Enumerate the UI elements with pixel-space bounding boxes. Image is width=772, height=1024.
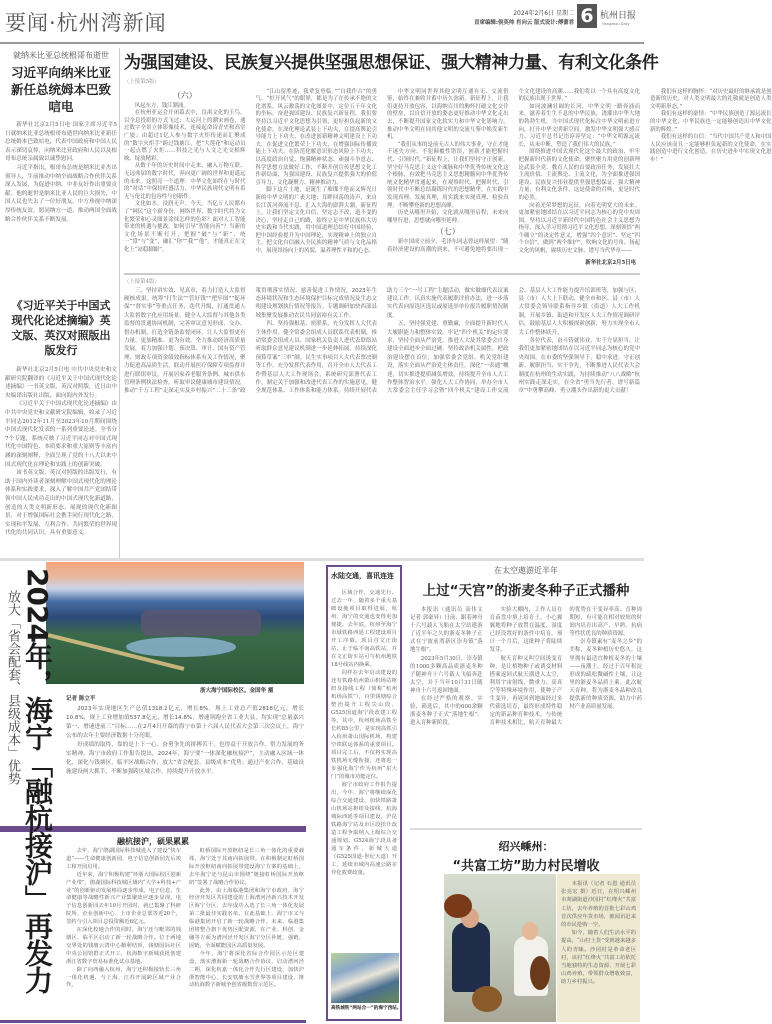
paragraph: 2023年实现地区生产总值1318.2亿元，增长8%，规上工业总产值2818亿元，增长10.8%，规上工业增加值537.8亿元，增长14.8%，增速领跑全省工业大县，均实现“总量嘉兴第一、增速进前三”目标……在2月4日开幕的海宁市第十六届人民代表大会第三次会议上，海宁公布的去年主要经济数据十分亮眼。 — [66, 706, 304, 739]
section-divider — [410, 828, 642, 830]
paragraph: 中华文明同世界其他文明互通有无、交流借鉴，始终在兼收并蓄中历久弥新。新征程上，让我们更持开放包容，以海纳百川的胸怀打破文化交往的壁垒，以自信开放的姿态更好推动中华文化走出去，不断提升国家文化软实力和中华文化影响力，推动中华文明在同其他文明的交流互鉴中焕发新生机。 — [387, 88, 509, 141]
paragraph: 向着光荣梦想的远征，向着光明宽大的未来。更加紧密地团结在以习近平同志为核心的党中央周围，坚持以习近平新时代中国特色社会主义思想为指导，深入学习贯彻习近平文化思想，深刻领悟“两个确立”的决定性意义，增强“四个意识”、坚定“四个自信”、做到“两个维护”，吹响文化的号角、扬起文化的风帆，赓续历史文脉、谱写当代华章—— — [518, 202, 640, 255]
paragraph: 好成绩的取得，靠的是上下一心、奋勇争先的拼搏苦干，也得益于开放合作、借力发展的务实精神。海宁市政府工作报告提出，2024年，海宁要“一体深化融杭接沪”，主动融入区域一体化，深化与钱塘区、临平区战略合作，放大“省会配套、县级成本”优势；通过产业合作、基础设施建设两大抓手，不断加强跨区域合作，持续提升开放水平。 — [66, 742, 304, 775]
shaoxing-body — [557, 874, 640, 1022]
seeds-body — [410, 606, 642, 826]
haining-headline: 2024年，海宁「融杭接沪」再发力 — [21, 568, 54, 993]
lead-body — [124, 88, 772, 264]
brief-namibia — [5, 50, 117, 224]
section-title: 要闻·杭州湾新闻 — [5, 11, 167, 35]
brief-book — [5, 298, 117, 538]
paragraph: 海宁市政府工作报告提出，今年，海宁将继续深化综合交通建设，加快铁路萧山机场站枢纽及接线、杭海城际西延等项目建设，沪昆铁路海宁站及市区段抬升改造工程争取纳入上级综合交通规划。G524海宁段具备通车条件，新城大道（G525国道-世纪大道）开工，延续市域内高速公路差异化收费政策。 — [331, 782, 397, 876]
paragraph: 同样在去年启动建设的还有铁路杭州萧山机场站枢纽及接线工程（简称“杭州机场高铁”），百里钱塘综合整治提升工程尖山段、G525国道海宁段改建工程等。其中，杭州机场高铁全长约85公里，是实现高铁引入杭州萧山国际机场，构建空铁联运体系的重要项目。项目完工后，不仅将实现高铁机场无缝衔接，还将进一步强化海宁作为杭州“东大门”的城市功能定位。 — [331, 670, 397, 780]
paragraph: 如今，随着人们生活水平的提高，“山村土货”受到越来越多人的青睐。沙园村是革命老区村，该村“红绛火”共富工坊依托当地独特的生态资源，开展七彩山鸡养殖，带领群众增收致富，助力乡村振兴。 — [561, 930, 636, 986]
paragraph: 新华社北京2月5日电 中共中央党史和文献研究院翻译的《习近平关于中国式现代化论述摘编》一书英文版、英汉对照版，近日由中央编译出版社出版，面向海内外发行。 — [5, 367, 117, 399]
report-body — [124, 287, 640, 552]
photo-caption: 浙大海宁国际校区。金国华 摄 — [200, 688, 274, 694]
report-continued: （上接第4版） — [124, 279, 160, 285]
villager-left — [452, 922, 490, 992]
page-header — [0, 0, 644, 44]
campus-buildings — [141, 610, 261, 636]
paragraph: 风起东方，钱江潮涌。 — [134, 102, 189, 109]
paragraph: 今年，海宁将深化省际合作园区示范区建设，落实漕海新一轮战略合作协议，启动漕河泾二期，深化杭嘉一体化合作先行区建设，加快沪浙智能中心、长安铁塘水雪世界等项目建设，推动杭海数字新城争创省级数贸示范区。 — [189, 950, 304, 989]
section-divider — [124, 273, 640, 275]
paragraph: 《习近平关于中国式现代化论述摘编》由中共中央党史和文献研究院编辑，收录了习近平同志2012年11月至2023年10月期间围绕中国式现代化发表的一系列重要论述。全书分7个专题，系统反映了习近平同志对中国式现代化中国特色、本质要求和重大原则等丰富内涵的深刻阐释，全面呈现了党的十八大以来中国式现代化在理论和实践上的创新突破。 — [5, 401, 117, 468]
haining-intro — [66, 705, 304, 777]
haining-body — [66, 848, 304, 1020]
paragraph: 各位代表，奋斗铸就伟业，实干方显担当。让我们更加紧密地团结在以习近平同志为核心的党中央周围，在市委的坚强领导下，稳中求进、守正创新、履职担当、实干争先，不断推进人民代表大会制度在杭州的生动实践，为持续推动“八八战略”杭州实践走深走实，在全省“勇当先行者、谱写新篇章”中勇攀高峰、勇立潮头作出新的更大贡献！ — [518, 338, 640, 395]
paragraph: 本报讯（通讯员 高伟文 记者 郭豪昇）日前，跟着神舟十六号载人飞船在太空站遨游了近半年之久的浙麦冬种子正式在宁波前湾新区崇寿镇“落地生根”。 — [410, 607, 483, 654]
paragraph: 习近平指出，根哥布总统是纳米比亚杰出领导人，生前推动中纳全面战略合作伙伴关系深入发展，为促进中纳、中非友好作出重要贡献。他的逝世是纳米比亚人民的巨大损失，中国人民也失去了一位好朋友。中方珍视中纳深厚传统友谊，愿同纳方一道，推动两国全面战略合作伙伴关系不断发展。 — [5, 164, 117, 223]
brief-body — [5, 121, 117, 224]
traffic-headline: 水陆交通，喜讯连连 — [331, 572, 394, 580]
paragraph: （六） — [172, 90, 197, 100]
traffic-body — [331, 589, 397, 951]
shaoxing-headline-2: “共富工坊”助力村民增收 — [452, 859, 600, 874]
paragraph: 围绕推进中国式现代化这个最大的政治，牢牢把握新时代新的文化使命，聚焦聚力用党的创新理论武装全党、教育人民的首要政治任务，发展壮大主流价值、主流舆论、主流文化，为全面推进强国建设、民族复兴伟业提供坚强思想保证、强大精神力量、有利文化条件，这是使命的召唤，更是时代的必然。 — [518, 149, 640, 201]
traffic-box — [326, 565, 402, 1021]
paragraph: 在深化校地合作的同时，海宁还与毗邻的钱塘区、临平区启动了新一轮战略合作。位于两地交界处的钱塘云湾中心顺利结顶，钱塘国际社区中央公园馆群正式开工，杭海数字新城获批创建浙江省数字贸易标准化试点基地。 — [66, 927, 181, 965]
editors-line: 首席编辑:侯英帅 肖向云 版式设计:傅蕾君 — [474, 20, 574, 26]
paragraph: 区域合作，交通先行。过去一年，随着多个重大基础设施项目取得进展，杭州、海宁的交通也变得更加便捷。去年底，杭州至海宁市域铁路西延工程建设项目开工序幕。项目自文正街站，止于临平南高铁站，并在文正街车站可与杭州地铁18号线站内换乘。 — [331, 590, 397, 668]
report-article — [124, 279, 640, 555]
paragraph: 2023年5月30日，崇寿镇的1000多颗高品质浙麦冬种子随神舟十六号载人飞船奔赴太空，并于当年10月31日随神舟十六号返回地面。 — [410, 655, 483, 694]
purple-bar — [0, 1020, 306, 1023]
paragraph: 历史从哪里开始，文化就从哪里启程；未来向哪里行进，思想就向哪里延伸。 — [387, 210, 509, 224]
paragraph: 虹桥国际开放枢纽是长三角一体化的重要载体，海宁处于其南向拓展带。在积极制定虹桥国际开放枢纽南向拓展带建设海宁方案的基础上，去年海宁还与昆山市围绕“链接虹桥国际开放枢纽”签署了战略合作协议。 — [189, 848, 304, 886]
paragraph: 新中国成立前夕，毛泽东同志曾这样展望：“随着经济建设的高潮的到来，不可避免地将要出现一个文化建设的高潮……我们将以一个具有高度文化的民族出现于世界。” — [387, 88, 640, 253]
column-divider — [119, 48, 120, 558]
paragraph: 去年，海宁鹃湖国际科技城进入了建设“快车道”——生命健康创新园、电子信息创新园先后竣工和开园启用。 — [66, 848, 181, 870]
paragraph: （七） — [435, 227, 460, 237]
paragraph: 在经过严格的观察、实验、筛选后，其中的600余颗浙麦冬种子正式“落地生根”，进入育种新阶段。 — [410, 696, 483, 727]
newspaper-logo-en: Hangzhou Daily — [602, 22, 630, 26]
villagers-pheasant-photo — [444, 874, 556, 1022]
paragraph: “江山留胜迹，我辈复登临。”“自我作古”的勇气、“恒开风气”的眼界，都是为了在传承不绝的文化谱系、风云激荡的文化图景中，定位五千年文化的坐标。奋进强国建设、民族复兴新征程，我们要坚持以习近平文化思想为引领，更好担负起新的文化使命，在深化理论武装上下功夫，在提高舆论引导能力上下功夫，在改进创新精神文明建设上下功夫，在促进文化繁荣上下功夫，在增强国际传播效能上下功夫，在防范化解意识形态风险上下功夫，以高度政治自觉、饱满精神状态、顽强斗争意志、科学思想方法做好工作，不断开创宣传思想文化工作新局面，为强国建设、民族复兴提供强大的价值引导力、文化凝聚力、精神推动力。 — [255, 88, 377, 186]
paragraph: 该书英文版、英汉对照版的出版发行，有助于国内外读者深刻理解中国式现代化的理论体系和实践要求，深入了解中国共产党团结带领中国人民成功走出的中国式现代化新道路、创造的人类文明新形态、展现的现代化新图景，对于增强国际社会携手同行现代化之路、实现和平发展、互利合作、共同繁荣的世界现代化的共同认识，具有重要意义。 — [5, 470, 117, 537]
haining-west-station-photo — [331, 953, 399, 1003]
issue-date: 2024年2月6日 星期二 — [513, 10, 574, 17]
paragraph: 新华社北京2月5日电 国家主席习近平5日就纳米比亚总统根哥布逝世向纳米比亚新任总统姆本巴致唁电，代表中国政府和中国人民表示深切哀悼，向纳米比亚政府和人民以及根哥布总统亲属致以诚挚慰问。 — [5, 122, 117, 163]
paragraph: 本报讯（记者 石恩 通讯员 张亮宏 摄）近日，在绍兴嵊州市剡湖街道沙园村“红绛火”共富工坊，去年养殖的首批七彩山鸡首次供应年货市场，被闻讯赶来的市民抢购一空。 — [561, 881, 636, 929]
brief-body — [5, 366, 117, 538]
paragraph: 除了向西融入杭州，海宁还积极接轨长三角一体化机遇，与上海、江苏开展跨区域产业合作。 — [66, 966, 181, 989]
lake — [126, 637, 236, 657]
campus-aerial-photo — [46, 562, 304, 684]
shaoxing-headline-1: 绍兴嵊州： — [498, 840, 554, 853]
paragraph: “我们从事的是前无古人的伟大事业，守正才能不迷失方向、不犯颠覆性错误，创新才能把握时代、引领时代。”新征程上，让我们坚持守正创新，坚守好马克思主义这个魂脉和中华优秀传统文化这个根脉，有效把马克思主义思想精髓同中华优秀传统文化精华贯通起来，在观察时代、把握时代、引领时代中不断总结凝练时代的思想精华，在实践中发现真理、发展真理，用实践来实现真理、检验真理，不断攀登新的思想高峰。 — [387, 141, 509, 209]
paragraph: 实验大棚内，工作人员在育苗盘中填上培育土，小心翼翼地将种子放置在温度、湿度已经设置好的条件中培育。预计一个月后，这批种子将陆续发芽。 — [489, 607, 563, 654]
paragraph: 如同波澜壮阔的长河，中华文明一路奔涌而来，滋养着生生不息的中华民族，浇灌出中华大地的勃勃生机。当中国式现代化标注中华文明前进方向，打开中华文明新空间，激发中华文明强大感召力，习近平总书记语谆谆坚定：“中华文明源远流长，从未中断，塑造了我们伟大的民族。” — [518, 103, 640, 148]
paragraph: 我们有这样的豪情：“中华民族创造了源远流长的中华文化，中华民族也一定能够创造出中华文化新的辉煌。” — [650, 111, 772, 133]
haining-subhead: 融杭接沪，硕果累累 — [117, 837, 189, 846]
haining-subtitle: 放大「省会配套、县级成本」优势 — [5, 590, 20, 785]
paragraph: 从数千年的历史时间中走来，融入万物互联、无远弗届的数字时代，奔向更广阔的世界和更遥远的未来。这照亮一个道理：中华文化始终在与时代的“对话”中保持旺盛活力，中华民族现代文明有着无与伦比的包容性与创新性。 — [124, 163, 246, 200]
paragraph: 此外，由上海临港集团和海宁市政府、海宁经济开发区共同建设的上海漕河泾新兴技术开发区海宁分区，去年成功入选了长三角一体化发展第二批最佳实践名单。在此基础上，海宁市又与临港集团开启了新一轮战略合作。未来，临港集团将整合旗下优势区配资源，在产业、科创、金融等方面为漕河泾开发区海宁分区补链、强链、固链，全面赋能园区高质量发展。 — [189, 887, 304, 949]
paragraph: 航天育种又叫空间诱变育种，是让植物种子或诱变材料搭乘返回式航天器进入太空，利用宇宙射线、微重力、高真空等特殊环境作用，使种子产生变异，再返回到地面经过多代筛选培育，最终形成特性稳定的新品种育种技术。与传统育种技术相比，航天育种最大的优势在于变异率高、育种周期短，有可能在相对较短的时间内培育出高产、早熟、抗病等性状优良的种质资源。 — [489, 607, 642, 727]
villager-right-face — [522, 922, 538, 940]
byline: 记者 陈立平 — [66, 696, 96, 702]
seeds-kicker: 在太空遨游近半年 — [494, 566, 558, 575]
section-divider — [0, 558, 644, 561]
paragraph: 我们有这样的胸怀：“对历史最好的继承就是创造新的历史，对人类文明最大的礼敬就是创造人类文明新形态。” — [650, 88, 772, 110]
paragraph: 文化如水，浸润无声。今天，当亿万人民都有了“网民”这个新身份，网络世界、数字时代将为文化繁荣和心灵图景涂抹怎样的色彩？面对人工智能带来的机遇与挑战，如何引导“智能向善”？当新的文化场景不断打开，把握“破”与“新”、统一“常”与“变”，融汇“你”“我”“他”，才能真正在文化上“站稳脚跟”。 — [124, 201, 246, 253]
brief-kicker: 就纳米比亚总统根哥布逝世 — [13, 51, 109, 60]
brief-headline: 习近平向纳米比亚新任总统姆本巴致唁电 — [10, 65, 111, 114]
paragraph: 崇寿镇素有“麦冬之乡”的美称，麦冬种植历史悠久。这里拥有最适宜种植麦冬的土壤——夜潮土，经过千百年积淀形成的疏松微碱性土壤，让这里的浙麦冬品质上乘。此次航天育种，将为浙麦冬品种改良提供新的种质资源，助力中药材产业高质量发展。 — [569, 639, 642, 711]
lead-continued: （上接第5版） — [124, 79, 160, 85]
newspaper-logo: 杭州日报 — [600, 11, 637, 21]
paragraph: 在杭州亚运会开闭幕式中，良渚文化的玉鸟，以全息投影的方式飞过；大运河上的潮宋画卷，通过数字全景立体影像技术，连接起命诗青史和高堂广厦；由超过1亿人参与数字火炬传递而汇聚成的“数字火炬手”跨过钱塘江，把“大莲花”和运动员一起点燃了火炬……科技之光与人文之光交相辉映、绽放精彩。 — [124, 110, 246, 162]
paragraph: 四、坚持强根基、密联系，充分发挥人大代表主体作用。健全常委会组成人员联系代表机制，推动常委会组成人员、国家机关负责人进代表联络站听取群众意见建议机制进一步延伸拓展，持续深化预算草案“三审”制、民生实事项目人大代表票决制等工作。充分发挥代表作用，召开全市人大代表工作暨基层人大工作现场会，系统研究部署代表工作，制定关于加强和改进代表工作的实施意见，健全规范体系、工作体系和能力体系。持续开展代表助力三个“一号工程”主题活动，做实做细代表议案建议工作，认真实施代表履职评价办法，进一步落实代表向原选区选民或原选举单位报告履职情况制度。 — [255, 287, 509, 395]
lead-dateline: 新华社北京2月5日电 — [585, 260, 636, 267]
paragraph: 五、坚持强党建、重勤廉，全面提升新时代人大履职能力和整体实效。牢记“四个机关”的定位要求，坚持全面从严治党，推进人大及其常委会自身建设全面进步全面过硬。坚持政治机关属性，把政治建设摆在首位，加强常委会党组、机关党组建设，落实全面从严治党主体责任。深化“一表通”概述，切实推进提质减负增效，持续提升全市人大工作整体智治水平。强化人大工作协同，举办全市人大常委会主任学习会暨“四个机关”建设工作交流会、基层人大工作能力提升培训班等，加强与区、县（市）人大上下联动，健全市和区、县（市）人大常委会领导联系指导乡镇（街道）人大工作机制，开展乡镇、街道和开发区人大工作情况调研评估，鼓励基层人大积极探索创新，努力实现全市人大工作整体跃升。 — [387, 287, 640, 395]
paragraph: 脚下这片土地，是诞生了璀璨不绝而又辉光日新的中华文明的广袤大地；耳畔回荡的涛声，来自长江黄河奔流不息、汇入大海的澎湃大潮。新征程上，让我们坚定文化自信，坚定志不改、道不变的决心，坚持走自己的路，始终立足中华民族伟大历史实践和当代实践，用中国道理总结好中国经验，把中国经验提升为中国理论，实现精神上的独立自主，把文化自信融入全民族的精神气质与文化品格中，展现昂扬向上的风貌、温养理性平和的心态。 — [255, 187, 377, 255]
seeds-article — [410, 565, 642, 823]
pheasant — [472, 986, 502, 1012]
lead-article — [124, 48, 772, 270]
paragraph: 近年来，海宁积极构建“环浙大国际校区创新产业带”，鹃湖国际科技城区域内“大学+科技+产业”的创新驱动发展格局逐步形成，电子信息、生命健康等战略性新兴产业集聚效应逐步显现。电子信息创新园去年10月开园时，就已集聚了科研院所、企业创新中心、上市企业总部等近20个，签约与引入项目总投资额近6亿元。 — [66, 871, 181, 926]
photo-caption: 高铁城铁“两站合一”的海宁西站。 — [331, 1006, 402, 1011]
page-number: 6 — [577, 4, 597, 28]
pheasant — [444, 894, 472, 918]
lead-headline: 为强国建设、民族复兴提供坚强思想保证、强大精神力量、有利文化条件 — [124, 53, 659, 73]
brief-headline: 《习近平关于中国式现代化论述摘编》英文版、英汉对照版出版发行 — [11, 299, 111, 357]
paragraph: 三、坚持讲实效、见真章，着力打造人大监督硬核成果。统筹“打生法”“管好钱”“把牢图”“促环保”“督实事”等重点任务，迭代升级，打通贯通人大监督数字化应用场景，健全人大监督与其他各类监督的贯通协同机制，完善审议意见形成、交办、督办机制，打造全链条监督闭环，让人大监督更有力量、更加精准、更为有效。全力推动经济高质量发展，着力加强计划、预决算、审计、国有资产管理、财政专项资金绩效指标体系有关工作情况，聚力促进高品质生活，联动开展医疗保障专项监督并进行联组审议，开展居家养老服务条例、城市供水管理条例执法检查，听取审议健康城市建设情况，推动“千万工程”走深走实及乡村振兴“二十三条”政策贯彻落实情况、慈善促进工作情况，2023年生态环境状况和生态环境保护目标完成情况及生态文明建设规划执行情况等报告。专题调研加快西部县域集聚发展推动农民共同富裕有关工作。 — [124, 287, 377, 395]
pheasant — [530, 956, 550, 990]
seeds-headline: 上过“天宫”的浙麦冬种子正式播种 — [422, 583, 630, 599]
paragraph: 我们有这样的自信：“当代中国共产党人和中国人民应该而且一定能够担负起新的文化使命，在实践创造中进行文化创造，在历史进步中实现文化进步！” — [650, 134, 772, 163]
